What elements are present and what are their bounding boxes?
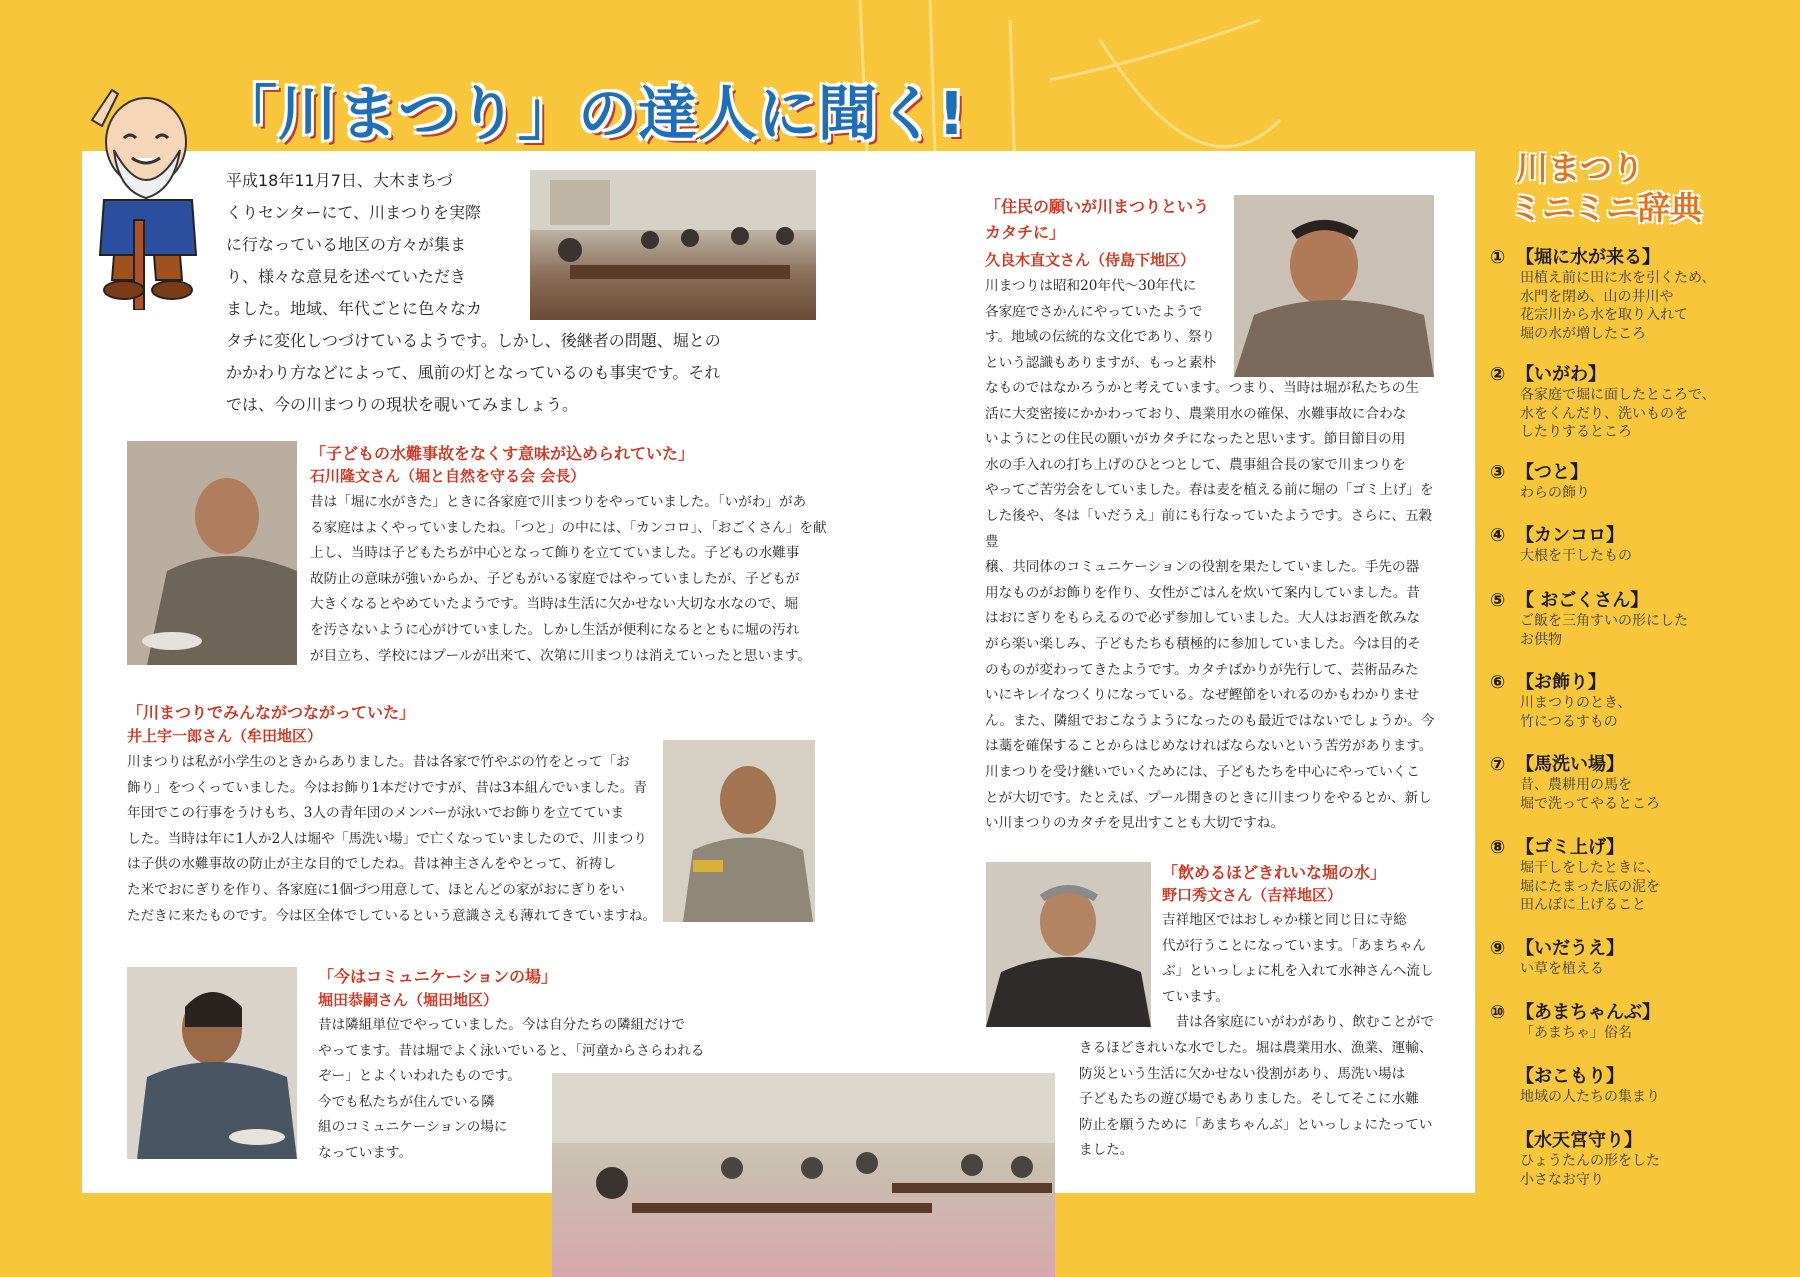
article-1-body (310, 490, 830, 669)
glossary-item: ③ 【つと】 わらの飾り (1490, 462, 1590, 501)
article-line: という認識もありますが、もっと素朴 (985, 354, 1217, 371)
article-line: きるほどきれいな水でした。堀は農業用水、漁業、運輸、 (1079, 1040, 1433, 1056)
article-3-headline: 「今はコミュニケーションの場」 (318, 967, 558, 986)
article-line: 今でも私たちが住んでいる隣 (318, 1093, 495, 1110)
intro-line: り、様々な意見を述べていただき (226, 267, 467, 286)
glossary-term: 【いがわ】 (1516, 364, 1606, 385)
article-line: した後や、冬は「いだうえ」前にも行なっていたようです。さらに、五穀豊 (985, 507, 1433, 550)
glossary-term: 【つと】 (1516, 462, 1588, 483)
article-line: ています。 (1162, 988, 1229, 1005)
article-5-headline: 「飲めるほどきれいな堀の水」 (1162, 863, 1387, 882)
article-line: 川まつりは私が小学生のときからありました。昔は各家で竹やぶの竹をとって「お (127, 754, 630, 770)
speaker-photo-kuragi (1234, 195, 1434, 377)
article-line: した。当時は年に1人か2人は堀や「馬洗い場」で亡くなっていましたので、川まつり (127, 830, 647, 847)
glossary-item: 【水天宮守り】 ひょうたんの形をした 小さなお守り (1516, 1130, 1660, 1188)
article-1-headline: 「子どもの水難事故をなくす意味が込められていた」 (310, 444, 695, 463)
glossary-term: 【水天宮守り】 (1516, 1130, 1642, 1151)
article-line: がら楽い楽しみ、子どもたちも積極的に参加していました。今は目的そ (985, 635, 1421, 652)
article-5-body (1162, 908, 1462, 1036)
article-line: 川まつりは昭和20年代～30年代に (985, 278, 1197, 294)
speaker-photo-hotta (127, 967, 297, 1159)
glossary-term: 【馬洗い場】 (1516, 754, 1624, 775)
article-line: る家庭はよくやっていましたね。「つと」の中には、「カンコロ」、「おごくさん」を献 (310, 519, 827, 536)
article-4-body-narrow (985, 274, 1230, 376)
article-line: 昔は各家庭にいがわがあり、飲むことがで (1162, 1014, 1434, 1031)
article-line: 組のコミュニケーションの場に (318, 1119, 508, 1136)
article-line: のものが変わってきたようです。カタチばかりが先行して、芸術品みた (985, 661, 1419, 678)
article-line: 防災という生活に欠かせない役割があり、馬洗い場は (1079, 1065, 1406, 1082)
speaker-photo-noguchi (986, 862, 1151, 1027)
glossary-item: ⑧ 【ゴミ上げ】 堀干しをしたときに、 堀にたまった底の泥を 田んぼに上げること (1490, 837, 1660, 913)
article-line: が目立ち、学校にはプールが出来て、次第に川まつりは消えていったと思います。 (310, 647, 811, 664)
article-line: はおにぎりをもらえるので必ず参加していました。大人はお酒を飲みな (985, 610, 1420, 627)
glossary-term: 【いだうえ】 (1516, 938, 1624, 959)
glossary-term: 【お飾り】 (1516, 672, 1606, 693)
intro-line: に行なっている地区の方々が集ま (226, 235, 467, 254)
article-line: なものではなかろうかと考えています。つまり、当時は堀が私たちの生 (985, 380, 1419, 396)
article-line: 各家庭でさかんにやっていたようで (985, 303, 1203, 320)
speaker-photo-ishikawa (127, 441, 297, 665)
intro-line: くりセンターにて、川まつりを実際 (226, 203, 482, 222)
article-3-speaker: 堀田恭嗣さん（堀田地区） (318, 991, 499, 1009)
glossary-item: 【おこもり】 地域の人たちの集まり (1516, 1066, 1660, 1105)
glossary-item: ② 【いがわ】 各家庭で堀に面したところで、 水をくんだり、洗いものを したりするところ (1490, 364, 1716, 440)
glossary-term: 【 おごくさん】 (1516, 590, 1649, 611)
glossary-item: ④ 【カンコロ】 大根を干したもの (1490, 525, 1632, 564)
page-headline: 「川まつり」の達人に聞く! (218, 79, 966, 148)
intro-line: タチに変化しつづけているようです。しかし、後継者の問題、堀との (226, 331, 721, 350)
article-line: 活に大変密接にかかわっており、農業用水の確保、水難事故に合わな (985, 405, 1407, 422)
article-line: ぞー」とよくいわれたものです。 (318, 1068, 521, 1085)
article-line: 穣、共同体のコミュニケーションの役割を果たしていました。手先の器 (985, 559, 1420, 576)
glossary-item: ⑤ 【 おごくさん】 ご飯を三角すいの形にした お供物 (1490, 590, 1688, 648)
glossary-item: ① 【堀に水が来る】 田植え前に田に水を引くため、 水門を閉め、山の井川や 花宗川から水を取り入れて 堀の水が増したころ (1490, 247, 1716, 342)
article-line: 吉祥地区ではおしゃか様と同じ日に寺総 (1162, 912, 1407, 928)
article-line: は藁を確保することからはじめなければならないという苦労があります。 (985, 738, 1433, 755)
intro-line: ました。地域、年代ごとに色々なカ (226, 299, 483, 318)
article-line: 飾り」をつくっていました。今はお飾り1本だけですが、昔は3本組んでいました。青 (127, 779, 647, 796)
article-line: 防止を願うために「あまちゃんぶ」といっしょにたってい (1079, 1116, 1433, 1133)
article-4-headline: 「住民の願いが川まつりという カタチに」 (985, 197, 1210, 242)
article-line: は子供の水難事故の防止が主な目的でしたね。昔は神主さんをやとって、祈祷し (127, 856, 616, 873)
article-line: いにキレイなつくりになっている。なぜ鰹節をいれるのかもわかりませ (985, 687, 1420, 704)
article-line: ん。また、隣組でおこなうようになったのも最近ではないでしょうか。今 (985, 712, 1435, 729)
article-line: い川まつりのカタチを見出すことも大切ですね。 (985, 815, 1285, 832)
article-line: 用なものがお飾りを作り、女性がごはんを炊いて案内していました。昔 (985, 584, 1420, 601)
glossary-item: ⑩ 【あまちゃんぶ】 「あまちゃ」俗名 (1490, 1002, 1660, 1041)
article-line: 大きくなるとやめていたようです。当時は生活に欠かせない大切な水なので、堀 (310, 596, 799, 613)
article-4-body-wide (985, 376, 1445, 837)
article-line: す。地域の伝統的な文化であり、祭り (985, 329, 1216, 346)
glossary-item: ⑥ 【お飾り】 川まつりのとき、 竹につるすもの (1490, 672, 1632, 730)
glossary-item: ⑨ 【いだうえ】 い草を植える (1490, 938, 1624, 977)
article-5-speaker: 野口秀文さん（吉祥地区） (1162, 886, 1343, 904)
article-line: た米でおにぎりを作り、各家庭に1個づつ用意して、ほとんどの家がおにぎりをい (127, 881, 625, 898)
article-line: 上し、当時は子どもたちが中心となって飾りを立てていました。子どもの水難事 (310, 545, 800, 562)
glossary-term: 【おこもり】 (1516, 1066, 1624, 1087)
article-line: 川まつりを受け継いでいくためには、子どもたちを中心にやっていくこ (985, 763, 1420, 780)
article-2-speaker: 井上宇一郎さん（牟田地区） (127, 727, 323, 745)
article-line: 水の手入れの打ち上げのひとつとして、農事組合長の家で川まつりを (985, 456, 1406, 473)
old-man-mascot-icon (84, 80, 214, 310)
glossary-term: 【堀に水が来る】 (1516, 247, 1660, 268)
article-2-headline: 「川まつりでみんながつながっていた」 (127, 703, 416, 722)
article-line: ぶ」といっしょに札を入れて水神さんへ流し (1162, 963, 1434, 980)
article-line: なっています。 (318, 1144, 413, 1161)
article-5-body-wide (1079, 1036, 1469, 1164)
article-line: とが大切です。たとえば、プール開きのときに川まつりをやるとか、新し (985, 789, 1432, 806)
article-line: やってご苦労会をしていました。春は麦を植える前に堀の「ゴミ上げ」を (985, 482, 1434, 499)
glossary-term: 【あまちゃんぶ】 (1516, 1002, 1660, 1023)
article-line: 故防止の意味が強いからか、子どもがいる家庭ではやっていましたが、子どもが (310, 570, 800, 587)
article-2-body (127, 750, 657, 929)
article-line: ただきに来たものです。今は区全体でしているという意識さえも薄れてきていますね。 (127, 907, 657, 924)
article-line: 昔は「堀に水がきた」ときに各家庭で川まつりをやっていました。「いがわ」があ (310, 494, 807, 510)
group-meeting-photo (552, 1073, 1055, 1277)
article-line: を汚さないように心がけていました。しかし生活が便利になるとともに堀の汚れ (310, 621, 800, 638)
glossary-title: 川まつり ミニミニ辞典 (1510, 149, 1703, 227)
article-line: 子どもたちの遊び場でもありました。そしてそこに水難 (1079, 1091, 1419, 1108)
article-line: 昔は隣組単位でやっていました。今は自分たちの隣組だけで (318, 1017, 686, 1033)
glossary-term: 【カンコロ】 (1516, 525, 1624, 546)
article-1-speaker: 石川隆文さん（堀と自然を守る会 会長） (310, 467, 586, 485)
article-4-speaker: 久良木直文さん（侍島下地区） (985, 251, 1196, 269)
article-line: 代が行うことになっています。「あまちゃん (1162, 937, 1426, 954)
article-line: 年団でこの行事をうけもち、3人の青年団のメンバーが泳いでお飾りを立てていま (127, 805, 625, 822)
meeting-room-photo (530, 170, 816, 320)
glossary-item: ⑦ 【馬洗い場】 昔、農耕用の馬を 堀で洗ってやるところ (1490, 754, 1660, 812)
intro-line: では、今の川まつりの現状を覗いてみましょう。 (226, 395, 579, 414)
article-line: ました。 (1079, 1142, 1134, 1159)
glossary-term: 【ゴミ上げ】 (1516, 837, 1624, 858)
speaker-photo-inoue (663, 740, 815, 922)
intro-line: 平成18年11月7日、大木まちづ (226, 171, 453, 190)
intro-line: かかわり方などによって、風前の灯となっているのも事実です。それ (226, 363, 721, 382)
article-line: いようにとの住民の願いがカタチになったと思います。節目節目の用 (985, 431, 1406, 448)
article-line: やってます。昔は堀でよく泳いでいると、「河童からさらわれる (318, 1042, 705, 1059)
